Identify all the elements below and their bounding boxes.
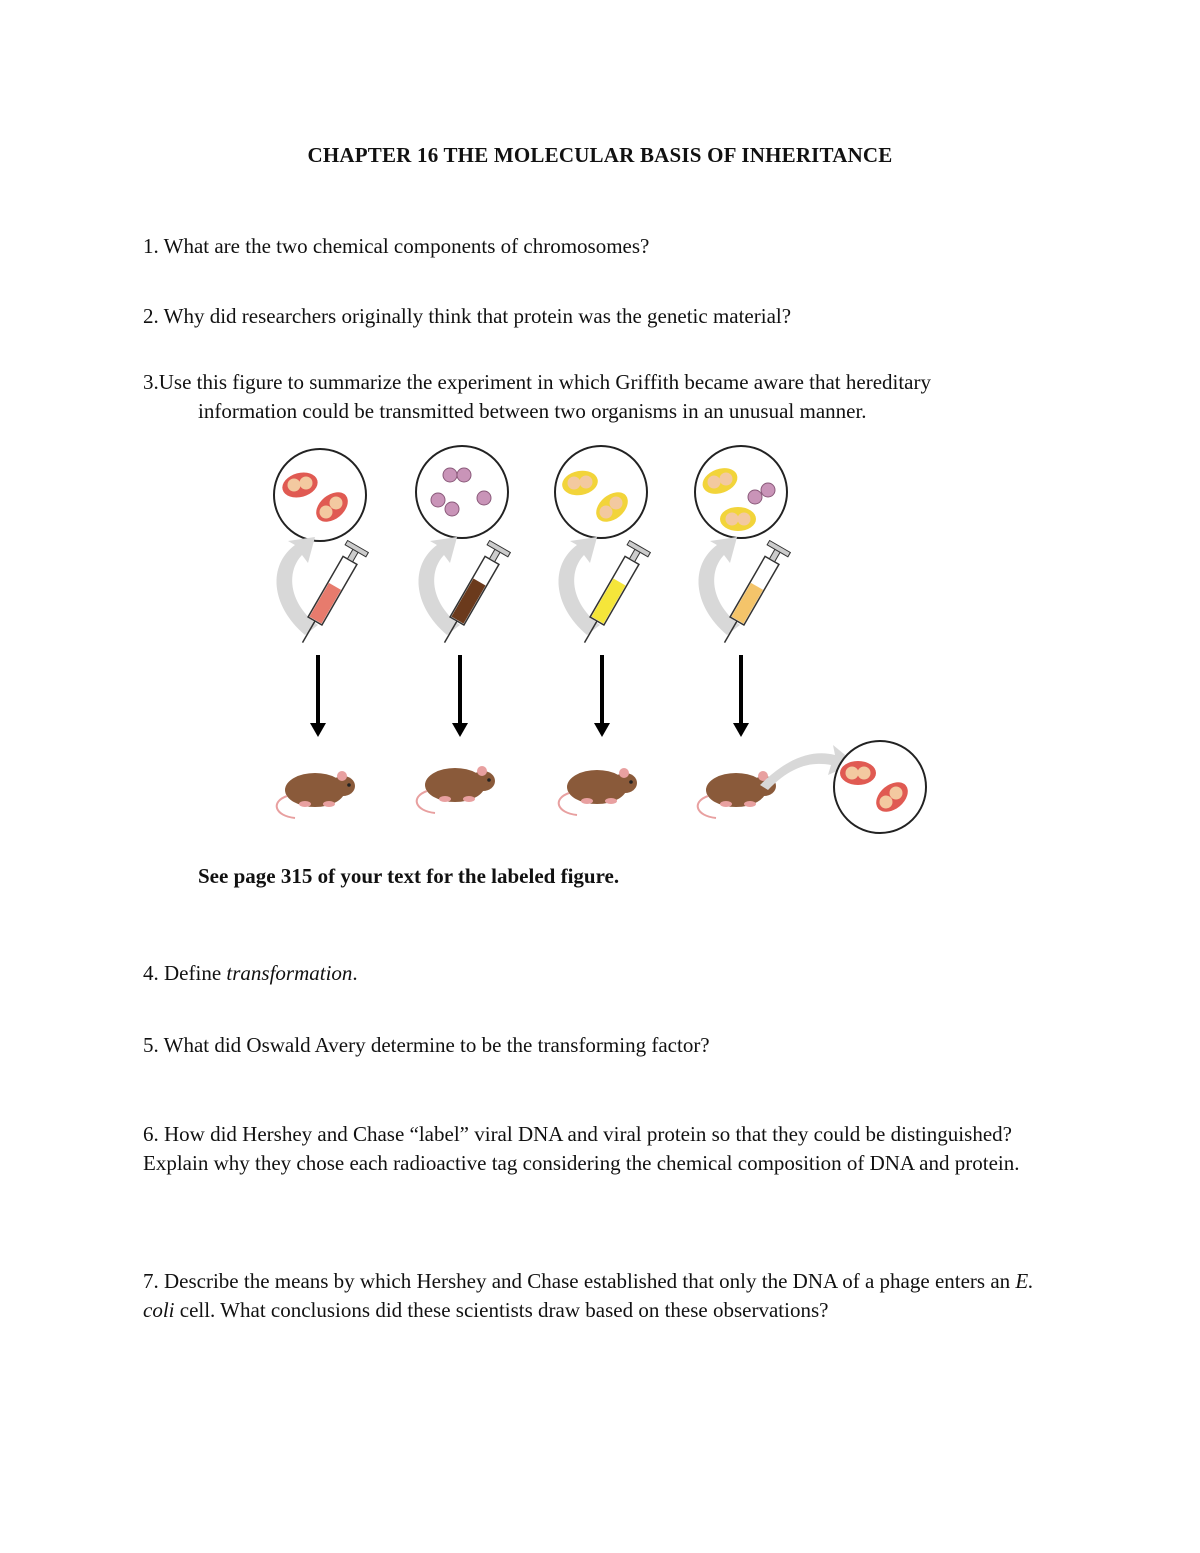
question-3-line-2: information could be transmitted between two organisms in an unusual manner. bbox=[198, 399, 867, 423]
question-7-suffix: cell. What conclusions did these scientists draw based on these observations? bbox=[174, 1298, 829, 1322]
down-arrow-2 bbox=[452, 723, 468, 737]
petri-dish-result bbox=[834, 741, 926, 833]
mouse-healthy-2 bbox=[559, 768, 637, 815]
question-2: 2. Why did researchers originally think that protein was the genetic material? bbox=[143, 304, 792, 328]
question-4-suffix: . bbox=[352, 961, 358, 985]
mouse-dead-2 bbox=[698, 771, 776, 818]
griffith-experiment-figure bbox=[260, 445, 940, 845]
mouse-healthy-1 bbox=[417, 766, 495, 813]
arrow-to-dish-2 bbox=[419, 537, 460, 635]
question-4-prefix: 4. Define bbox=[143, 961, 227, 985]
down-arrow-3 bbox=[594, 723, 610, 737]
question-6: 6. How did Hershey and Chase “label” viral DNA and viral protein so that they could be distinguished? Explain why they chose each radioactive tag considering the chemical composition of DNA and protein. bbox=[143, 1122, 1020, 1175]
question-4 bbox=[143, 959, 1063, 988]
arrow-to-dish-1 bbox=[277, 537, 318, 635]
arrow-to-dish-3 bbox=[559, 537, 600, 635]
page-title: CHAPTER 16 THE MOLECULAR BASIS OF INHERITANCE bbox=[307, 143, 893, 167]
question-7-term: E. coli bbox=[143, 1269, 1034, 1322]
column-3 bbox=[555, 446, 650, 815]
question-1: 1. What are the two chemical components of chromosomes? bbox=[143, 234, 650, 258]
mouse-dead-1 bbox=[277, 771, 355, 818]
down-arrow-1 bbox=[310, 723, 326, 737]
figure-caption: See page 315 of your text for the labeled figure. bbox=[198, 864, 620, 888]
question-7 bbox=[143, 1267, 1063, 1325]
question-3 bbox=[143, 368, 1063, 426]
question-3-line-1: 3.Use this figure to summarize the experiment in which Griffith became aware that hereditary bbox=[143, 370, 931, 394]
question-7-prefix: 7. Describe the means by which Hershey and Chase established that only the DNA of a phage enters an bbox=[143, 1269, 1016, 1293]
column-2 bbox=[416, 446, 510, 813]
arrow-to-dish-4 bbox=[699, 537, 740, 635]
down-arrow-4 bbox=[733, 723, 749, 737]
column-4 bbox=[695, 446, 926, 833]
column-1 bbox=[274, 449, 368, 818]
question-5: 5. What did Oswald Avery determine to be the transforming factor? bbox=[143, 1033, 710, 1057]
petri-dish-2 bbox=[416, 446, 508, 538]
question-4-term: transformation bbox=[226, 961, 353, 985]
